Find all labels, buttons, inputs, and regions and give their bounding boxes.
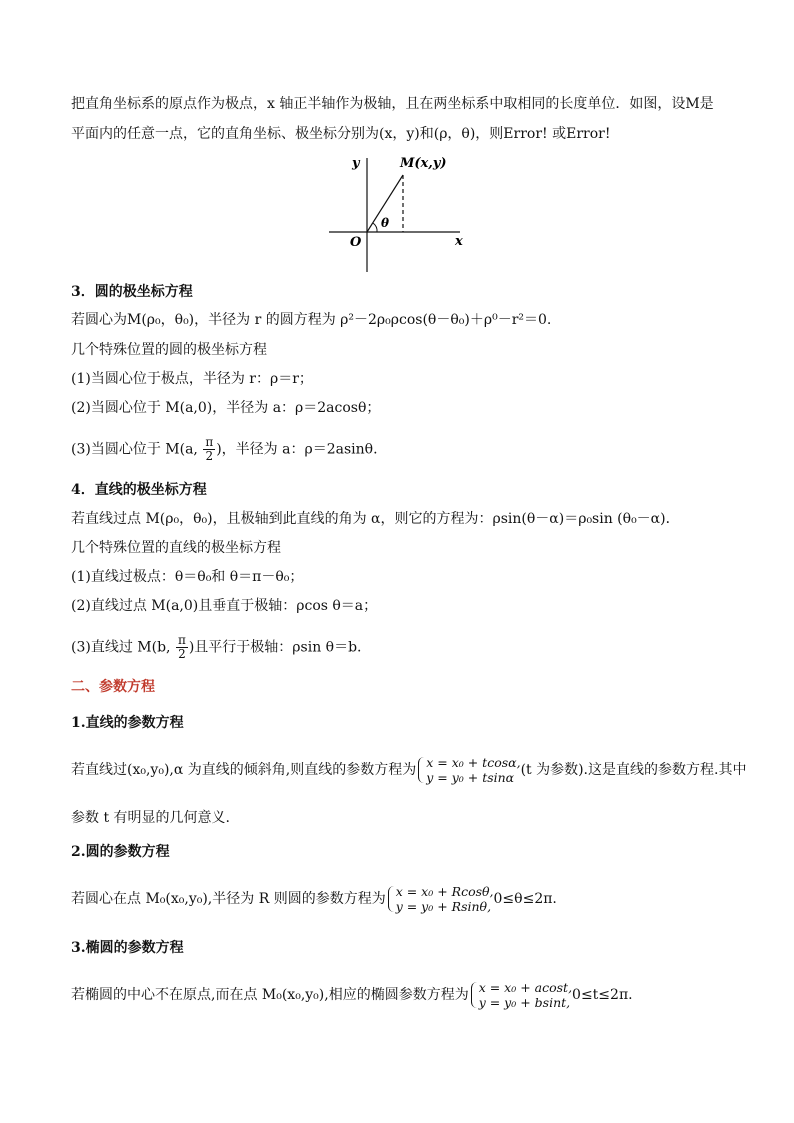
- s2-text-end: 0≤θ≤2π.: [493, 891, 557, 907]
- s2-text-start: 若圆心在点 M₀(x₀,y₀),半径为 R 则圆的参数方程为: [71, 891, 386, 907]
- sec4-title: 4．直线的极坐标方程: [71, 482, 207, 498]
- part2-title: 二、参数方程: [71, 679, 155, 695]
- s3-text-start: 若椭圆的中心不在原点,而在点 M₀(x₀,y₀),相应的椭圆参数方程为: [71, 987, 469, 1003]
- s3-line: [71, 980, 633, 1010]
- s3-title: 3.椭圆的参数方程: [71, 940, 184, 956]
- sec3-line-2: 几个特殊位置的圆的极坐标方程: [71, 342, 267, 358]
- sec3-line-5: [71, 436, 378, 463]
- sec3-line-3: (1)当圆心位于极点，半径为 r：ρ＝r；: [71, 371, 313, 387]
- s2-title: 2.圆的参数方程: [71, 844, 170, 860]
- line-parametric-system: x = x₀ + tcosα, y = y₀ + tsinα: [416, 755, 520, 785]
- sec3-title: 3．圆的极坐标方程: [71, 284, 193, 300]
- s1-text-start: 若直线过(x₀,y₀),α 为直线的倾斜角,则直线的参数方程为: [71, 762, 417, 778]
- polar-coordinate-figure: [322, 150, 472, 275]
- sec3-line-4: (2)当圆心位于 M(a,0)，半径为 a：ρ＝2acosθ；: [71, 400, 381, 416]
- sec3-line-5-start: (3)当圆心位于 M(a,: [71, 441, 203, 458]
- pi-over-2-fraction: $\frac{\pi}{2}$: [205, 435, 214, 463]
- sec4-line-5: [71, 634, 362, 661]
- ellipse-parametric-system: x = x₀ + acost, y = y₀ + bsint,: [469, 980, 572, 1010]
- point-m-label: M(x,y): [400, 156, 447, 171]
- s1-line: [71, 755, 746, 785]
- sec3-line-5-end: )，半径为 a：ρ＝2asinθ.: [216, 441, 378, 458]
- s2-line: [71, 884, 557, 914]
- sec4-line-5-end: )且平行于极轴：ρsin θ＝b.: [188, 639, 362, 656]
- s1-title: 1.直线的参数方程: [71, 715, 184, 731]
- x-axis-label: x: [455, 234, 463, 249]
- sec4-line-4: (2)直线过点 M(a,0)且垂直于极轴：ρcos θ＝a；: [71, 598, 378, 614]
- origin-label: O: [350, 235, 362, 250]
- intro-line-1: 把直角坐标系的原点作为极点，x 轴正半轴作为极轴，且在两坐标系中取相同的长度单位．如图，设M是: [71, 96, 714, 112]
- s1-text-end: (t 为参数).这是直线的参数方程.其中: [520, 762, 747, 778]
- sec4-line-5-start: (3)直线过 M(b,: [71, 639, 175, 656]
- sec4-line-3: (1)直线过极点：θ＝θ₀和 θ＝π－θ₀；: [71, 569, 304, 585]
- intro-line-2: 平面内的任意一点，它的直角坐标、极坐标分别为(x，y)和(ρ，θ)，则Error! 或Error!: [71, 126, 611, 142]
- sec4-line-2: 几个特殊位置的直线的极坐标方程: [71, 540, 281, 556]
- y-axis-label: y: [352, 156, 360, 171]
- pi-over-2-fraction: $\frac{\pi}{2}$: [177, 633, 186, 661]
- sec4-line-1: 若直线过点 M(ρ₀，θ₀)，且极轴到此直线的角为 α，则它的方程为：ρsin(θ－α)＝ρ₀sin (θ₀－α)．: [71, 511, 680, 527]
- theta-label: θ: [381, 216, 390, 230]
- s3-text-end: 0≤t≤2π.: [572, 987, 633, 1003]
- sec3-line-1: 若圆心为M(ρ₀，θ₀)，半径为 r 的圆方程为 ρ²－2ρ₀ρcos(θ－θ₀)＋ρ⁰－r²＝0.: [71, 312, 552, 328]
- circle-parametric-system: x = x₀ + Rcosθ, y = y₀ + Rsinθ,: [386, 884, 494, 914]
- angle-arc: [373, 223, 377, 232]
- s1-line-2: 参数 t 有明显的几何意义.: [71, 810, 230, 826]
